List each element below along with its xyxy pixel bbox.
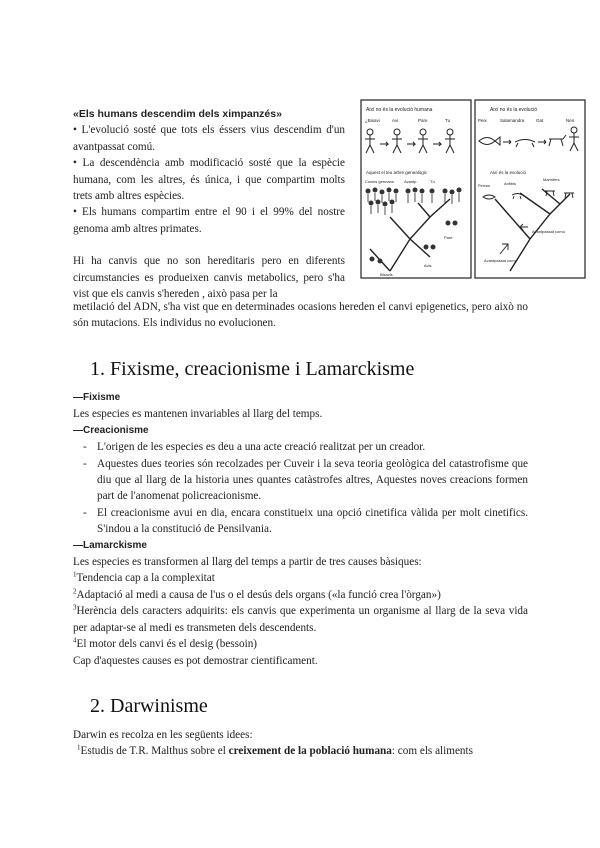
fig-right-label-0: Peixos [478, 183, 491, 188]
creacionisme-list [73, 439, 528, 537]
lamarckisme-closing: Cap d'aquestes causes es pot demostrar cientificament. [73, 654, 318, 667]
cause-1: $^1$Tendencia cap a la complexitat [73, 570, 215, 585]
fig-right-top-1: Salamandra [500, 118, 525, 123]
intro-bullet-1: • L'evolució sosté que tots els éssers vius descendim d'un avantpassat comú. [73, 124, 346, 153]
fig-left-label-5: Bisavis [380, 272, 393, 277]
fig-right-label-3: Avantpassat comú [484, 258, 517, 263]
intro-bullet-2: • La descendència amb modificació sosté que la espècie humana, com les altres, és única, i que compartim molts trets amb altres espècies. [73, 157, 345, 203]
section2-intro: Darwin es recolza en les següents idees: [73, 729, 253, 741]
creacionisme-item: - Aquestes dues teories són recolzades per Cuveir i la seva teoria geològica del catastrofisme que diu que al llarg de la historia unes quantes catàstrofes altres, Aquestes noves creacions formen part de l'anomenat policreacionisme. [73, 456, 528, 505]
section1-title: 1. Fixisme, creacionisme i Lamarckisme [90, 358, 415, 380]
stick-figures-row [365, 129, 455, 153]
cause-2: $^2$Adaptació al medi a causa de l'us o el desús dels organs («la funció crea l'òrgan») [73, 587, 441, 601]
fig-left-label-2: Tú [430, 179, 435, 184]
intro-para-part1: Hi ha canvis que no son hereditaris pero en diferents circumstancies es produeixen canvis metabolics, pero s'ha vist que els canvis s'hereden , això pasa per la [73, 255, 345, 301]
creacionisme-heading: —Creacionisme [73, 424, 149, 436]
fig-right-label-2: Mamífers [543, 177, 560, 182]
creacionisme-item: - L'origen de les especies es deu a una acte creació realitzat per un creador. [73, 439, 528, 455]
evolution-figure [360, 99, 586, 279]
fig-left-label-3: Pare [444, 235, 453, 240]
fig-right-label-1: Anfibis [504, 181, 517, 186]
fig-right-top-0: Peix [478, 118, 487, 123]
lamarckisme-intro: Les especies es transformen al llarg del temps a partir de tres causes bàsiques: [73, 556, 422, 569]
intro-para-part2: metilació del ADN, s'ha vist que en determinades ocasions hereden el canvi epigenetics, pero això no són mutacions. Els individus no evolucionen. [73, 301, 528, 330]
section2-body [73, 727, 528, 760]
fig-right-top-3: Nen [566, 118, 575, 123]
fig-right-subtitle: Així és la evolució [490, 170, 527, 175]
fig-right-label-4: Avantpassat comú [532, 229, 565, 234]
fig-left-top-0: ¿Bisavi [365, 118, 380, 123]
cause-4: $^4$El motor dels canvi és el desig (bessoin) [73, 636, 258, 651]
cause-3: $^3$Herència dels caracters adquirits: els canvis que experimenta un organisme al llarg de la seva vida per adaptar-se al medi es transmeten dels descendents. [73, 603, 528, 634]
fixisme-heading: —Fixisme [73, 392, 121, 403]
section2-title: 2. Darwinisme [90, 695, 208, 717]
creacionisme-item: - El creacionisme avui en dia, encara constitueix una opció cinetifica vàlida per molt cinetifics. S'indou a la constitució de Pensilvania. [73, 505, 528, 538]
fixisme-text: Les especies es mantenen invariables al llarg del temps. [73, 408, 323, 421]
intro-text [73, 106, 345, 302]
fig-left-title: Així no és la evolució humana [366, 107, 433, 113]
fig-left-top-1: Avi [392, 118, 399, 123]
fig-left-top-3: Tu [445, 118, 451, 123]
lamarckisme-heading: —Lamarckisme [73, 539, 147, 551]
section1-body [73, 390, 528, 669]
intro-heading: «Els humans descendim dels ximpanzés» [73, 108, 282, 120]
fig-left-top-2: Pare [418, 118, 428, 123]
intro-bullet-3: • Els humans compartim entre el 90 i el 99% del nostre genoma amb altres primates. [73, 206, 345, 235]
fig-left-label-1: Avantp. [404, 179, 418, 184]
fig-right-top-2: Gat [536, 118, 544, 123]
section2-item-1: $^1$Estudis de T.R. Malthus sobre el creixement de la població humana: com els aliments [77, 743, 473, 758]
fig-left-label-4: Avis [424, 263, 432, 268]
fig-right-title: Així no és la evolució [490, 107, 537, 113]
animal-row [479, 127, 579, 151]
fig-left-label-0: Cosins germans [365, 179, 394, 184]
fig-left-subtitle: Aquest el teu arbre genealògic [366, 170, 428, 175]
